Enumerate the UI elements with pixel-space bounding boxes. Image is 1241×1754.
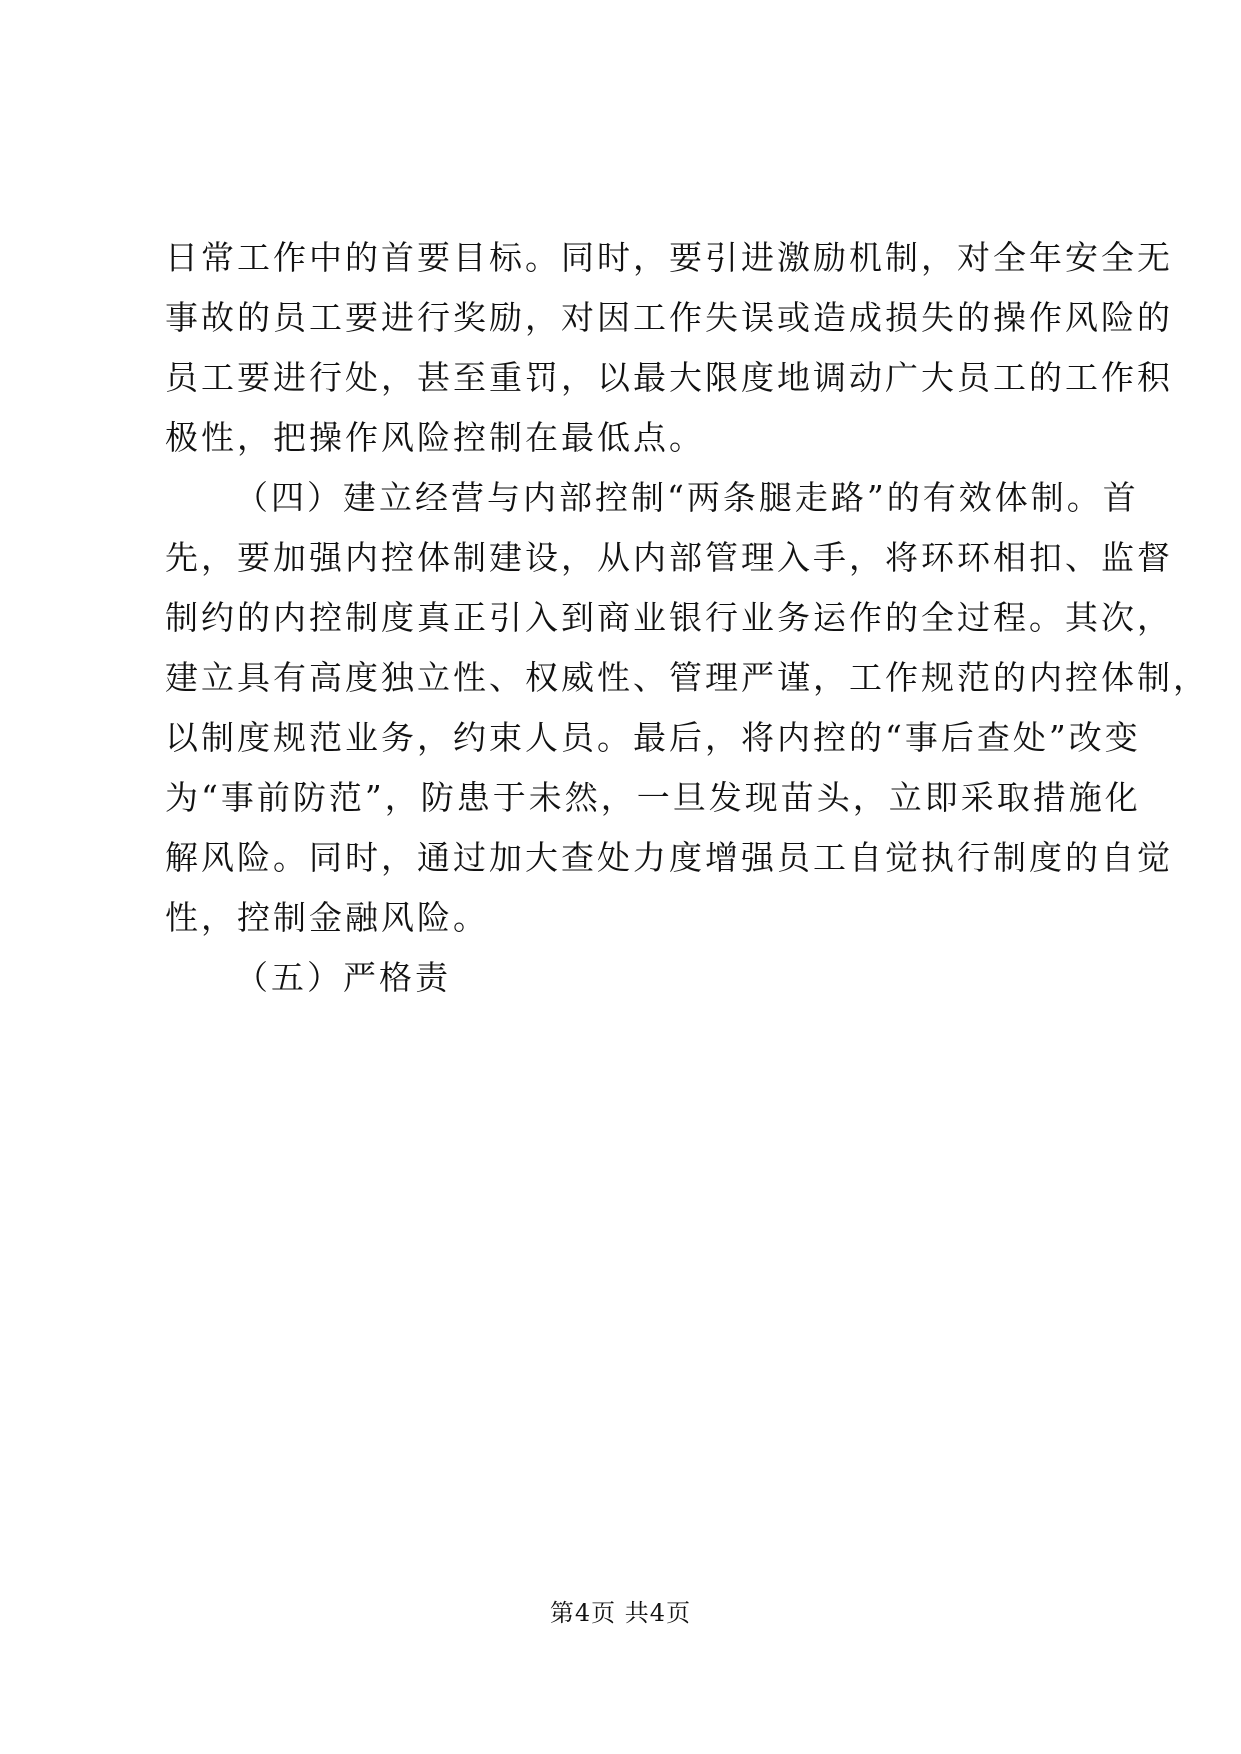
- body-text-line: 事故的员工要进行奖励，对因工作失误或造成损失的操作风险的: [165, 298, 1173, 337]
- body-text-line: 制约的内控制度真正引入到商业银行业务运作的全过程。其次，: [165, 598, 1173, 637]
- body-text-line: 员工要进行处，甚至重罚，以最大限度地调动广大员工的工作积: [165, 358, 1173, 397]
- section-heading-line: （五）严格责: [235, 958, 451, 997]
- body-text-line: 性，控制金融风险。: [165, 898, 489, 937]
- body-text-line: 建立具有高度独立性、权威性、管理严谨，工作规范的内控体制，: [165, 658, 1209, 697]
- section-heading-line: （四）建立经营与内部控制“两条腿走路”的有效体制。首: [235, 478, 1139, 517]
- body-text-line: 极性，把操作风险控制在最低点。: [165, 418, 705, 457]
- body-text-line: 以制度规范业务，约束人员。最后，将内控的“事后查处”改变: [165, 718, 1141, 757]
- body-text-line: 先，要加强内控体制建设，从内部管理入手，将环环相扣、监督: [165, 538, 1173, 577]
- body-text-line: 解风险。同时，通过加大查处力度增强员工自觉执行制度的自觉: [165, 838, 1173, 877]
- page-footer: 第4页 共4页: [549, 1599, 692, 1627]
- body-text-line: 为“事前防范”，防患于未然，一旦发现苗头，立即采取措施化: [165, 778, 1141, 817]
- body-text-line: 日常工作中的首要目标。同时，要引进激励机制，对全年安全无: [165, 238, 1173, 277]
